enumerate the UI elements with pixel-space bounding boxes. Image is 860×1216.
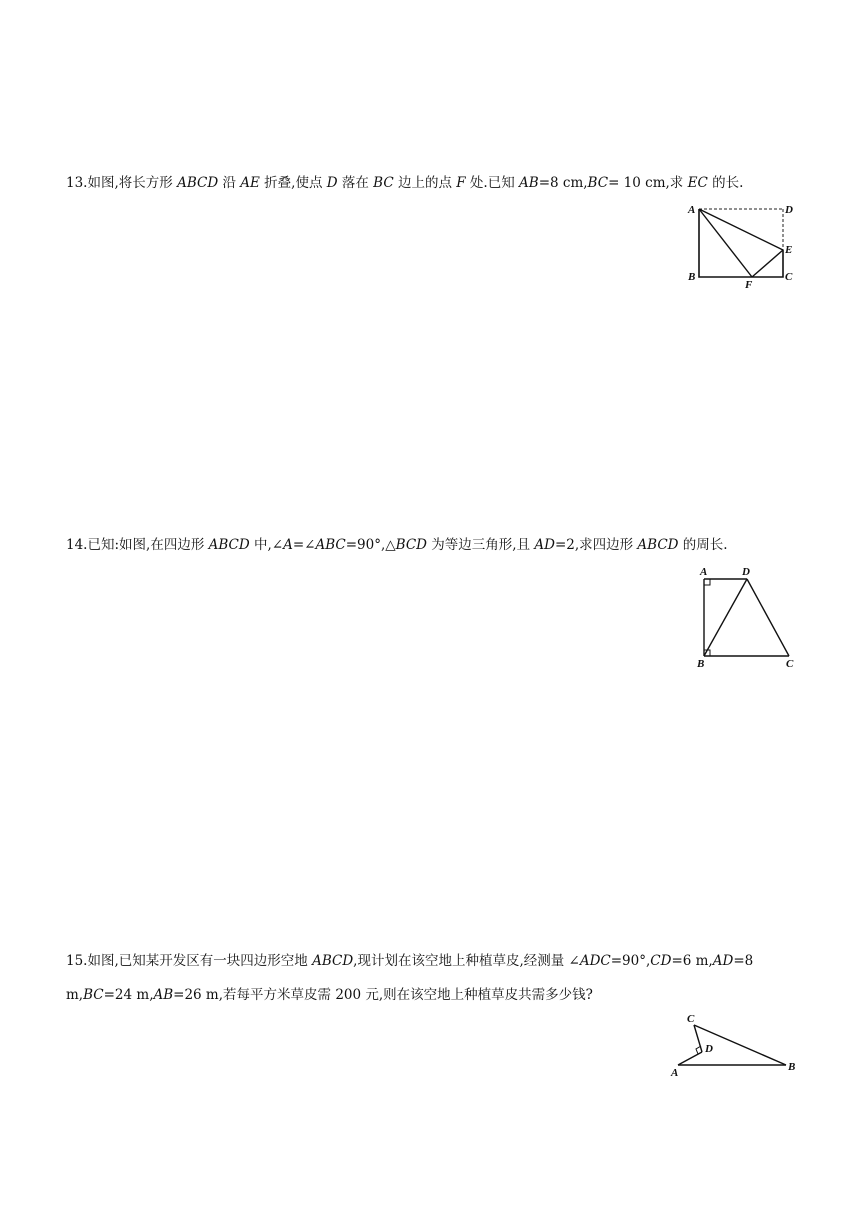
math-symbol: BCD bbox=[395, 537, 427, 553]
question-text: 如图,已知某开发区有一块四边形空地 bbox=[87, 953, 313, 969]
question-text: 中,∠ bbox=[249, 537, 284, 553]
math-symbol: D bbox=[326, 175, 338, 191]
fig13-label-f: F bbox=[745, 279, 753, 290]
question-text: = 10 cm,求 bbox=[608, 175, 688, 191]
question-15-figure bbox=[668, 1010, 802, 1080]
question-14-figure bbox=[692, 562, 802, 672]
fig14-label-a: A bbox=[700, 566, 708, 578]
question-text: 处.已知 bbox=[465, 175, 520, 191]
math-symbol: CD bbox=[650, 953, 672, 969]
math-symbol: AD bbox=[712, 953, 734, 969]
math-symbol: EC bbox=[687, 175, 708, 191]
question-15 bbox=[66, 944, 806, 1012]
question-text: =90°,△ bbox=[345, 537, 396, 553]
math-symbol: ABCD bbox=[177, 175, 219, 191]
question-text: 的长. bbox=[707, 175, 744, 191]
question-text: =6 m, bbox=[671, 953, 713, 969]
math-symbol: ABC bbox=[315, 537, 346, 553]
question-text: 为等边三角形,且 bbox=[426, 537, 535, 553]
question-number: 14. bbox=[66, 537, 88, 553]
question-13-figure bbox=[684, 200, 800, 290]
math-symbol: ADC bbox=[579, 953, 611, 969]
question-14 bbox=[66, 528, 806, 562]
math-symbol: A bbox=[283, 537, 293, 553]
math-symbol: AB bbox=[519, 175, 539, 191]
question-text: 落在 bbox=[337, 175, 374, 191]
question-text: =24 m, bbox=[103, 987, 154, 1003]
question-text: =26 m,若每平方米草皮需 200 元,则在该空地上种植草皮共需多少钱? bbox=[173, 987, 593, 1003]
fig13-label-e: E bbox=[785, 244, 793, 256]
fig15-label-a: A bbox=[671, 1067, 679, 1079]
fig13-label-d: D bbox=[785, 204, 793, 216]
math-symbol: AE bbox=[240, 175, 260, 191]
question-text: 折叠,使点 bbox=[259, 175, 327, 191]
question-text: ,现计划在该空地上种植草皮,经测量 ∠ bbox=[353, 953, 580, 969]
question-number: 15. bbox=[66, 953, 88, 969]
fig14-label-b: B bbox=[697, 658, 705, 670]
question-text: =8 cm, bbox=[538, 175, 588, 191]
question-text: =90°, bbox=[610, 953, 651, 969]
fig15-label-c: C bbox=[687, 1013, 695, 1025]
math-symbol: F bbox=[456, 175, 466, 191]
math-symbol: ABCD bbox=[312, 953, 354, 969]
question-text: =2,求四边形 bbox=[554, 537, 638, 553]
question-text: 的周长. bbox=[678, 537, 728, 553]
fig15-label-d: D bbox=[705, 1043, 713, 1055]
question-text: 已知:如图,在四边形 bbox=[87, 537, 209, 553]
math-symbol: ABCD bbox=[208, 537, 250, 553]
question-number: 13. bbox=[66, 175, 88, 191]
question-text: 沿 bbox=[218, 175, 241, 191]
fig13-label-c: C bbox=[785, 271, 793, 283]
math-symbol: AD bbox=[534, 537, 555, 553]
question-text: =∠ bbox=[292, 537, 316, 553]
math-symbol: ABCD bbox=[637, 537, 679, 553]
question-text: 如图,将长方形 bbox=[87, 175, 178, 191]
math-symbol: BC bbox=[373, 175, 394, 191]
fig13-label-a: A bbox=[688, 204, 696, 216]
question-13 bbox=[66, 166, 806, 200]
question-text: 边上的点 bbox=[393, 175, 457, 191]
fig13-label-b: B bbox=[688, 271, 696, 283]
math-symbol: AB bbox=[153, 987, 174, 1003]
math-symbol: BC bbox=[83, 987, 104, 1003]
question-text: =8 m, bbox=[66, 953, 754, 1003]
math-symbol: BC bbox=[587, 175, 609, 191]
fig14-label-c: C bbox=[786, 658, 794, 670]
fig14-label-d: D bbox=[742, 566, 750, 578]
fig15-label-b: B bbox=[788, 1061, 796, 1073]
